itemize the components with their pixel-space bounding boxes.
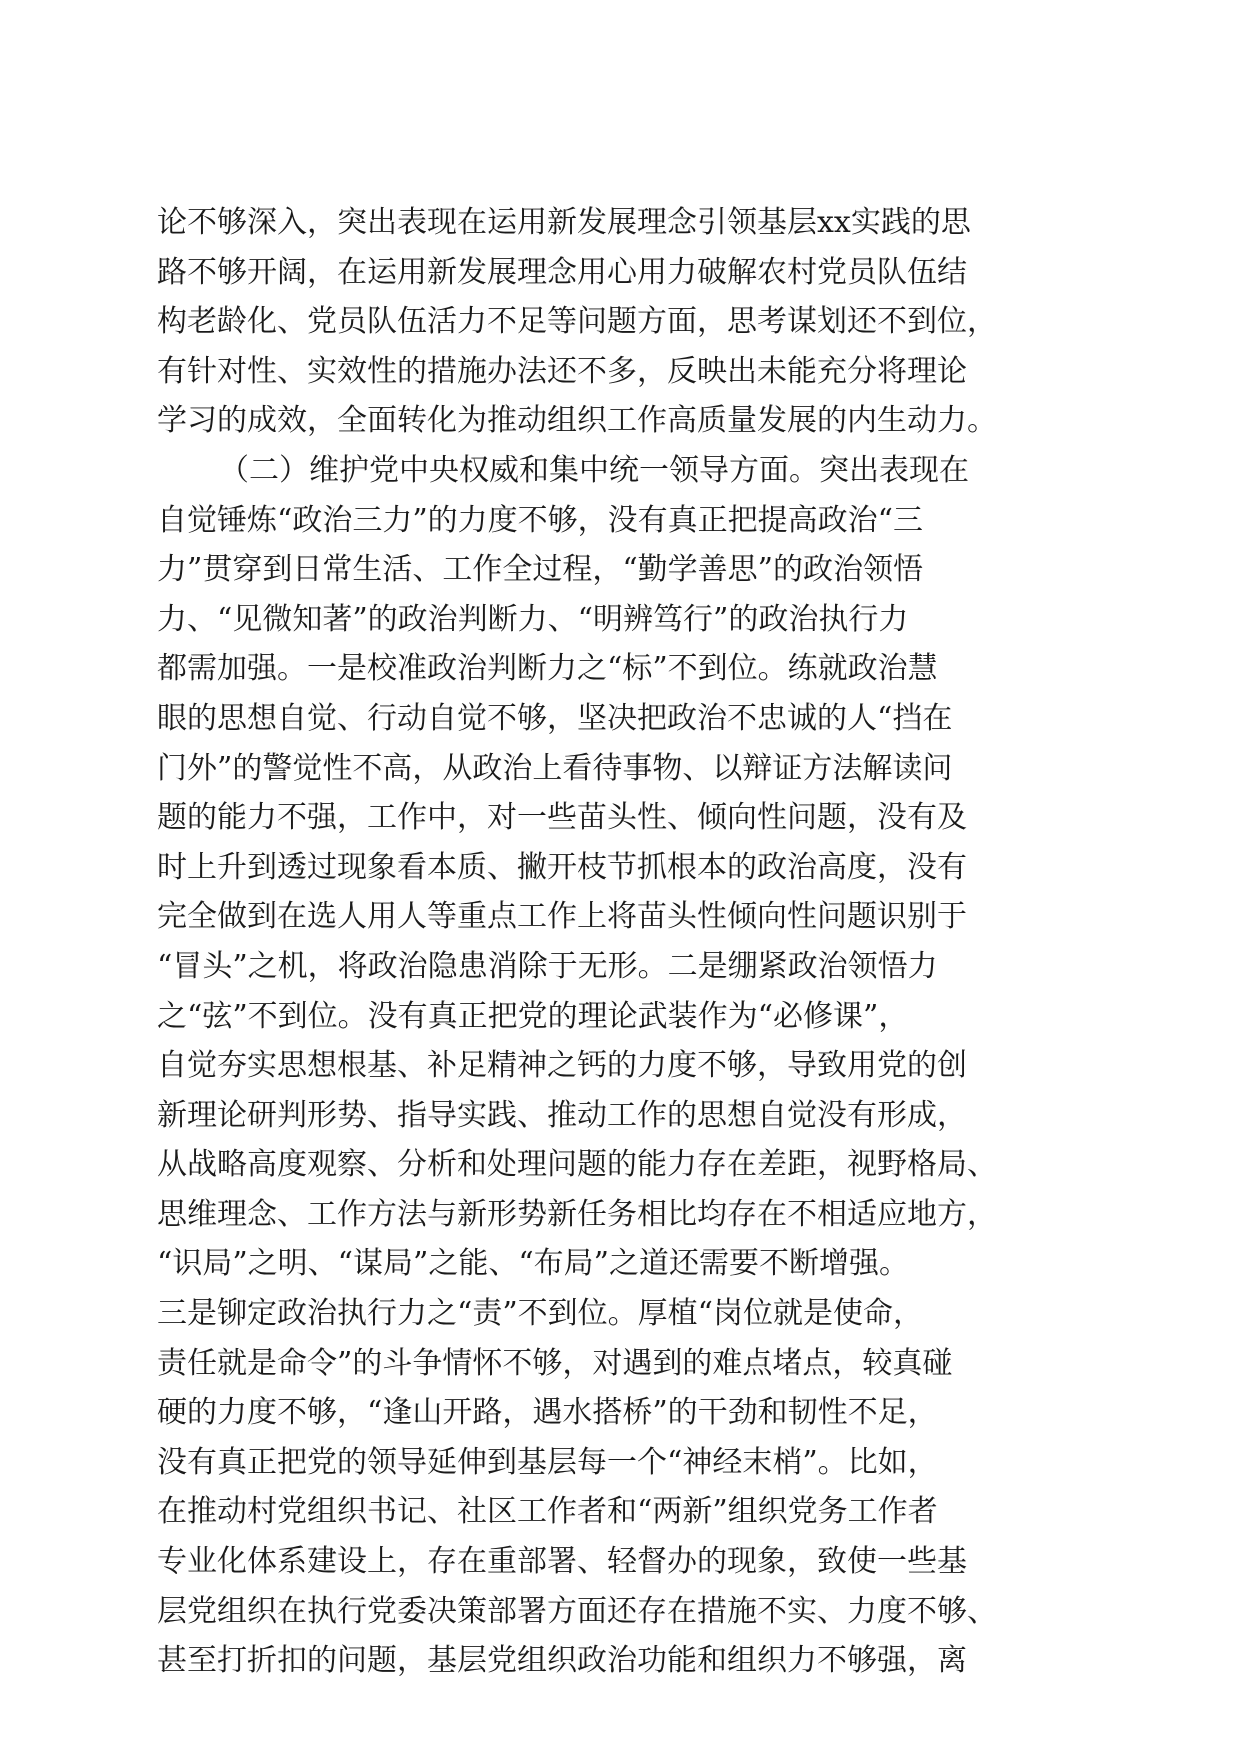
text-line: “冒头”之机，将政治隐患消除于无形。二是绷紧政治领悟力 (157, 948, 938, 984)
text-line: 硬的力度不够，“逢山开路，遇水搭桥”的干劲和韧性不足， (157, 1395, 938, 1431)
text-line: 题的能力不强，工作中，对一些苗头性、倾向性问题，没有及 (157, 800, 967, 836)
text-line: 力、“见微知著”的政治判断力、“明辨笃行”的政治执行力 (157, 601, 909, 637)
text-line: 论不够深入，突出表现在运用新发展理念引领基层xx实践的思 (157, 205, 971, 240)
text-line: 三是铆定政治执行力之“责”不到位。厚植“岗位就是使命， (157, 1296, 924, 1332)
paragraph-heading-line: （二）维护党中央权威和集中统一领导方面。突出表现在 (219, 452, 969, 488)
text-line: 路不够开阔，在运用新发展理念用心用力破解农村党员队伍结 (157, 254, 967, 290)
text-line: 新理论研判形势、指导实践、推动工作的思想自觉没有形成， (157, 1097, 967, 1133)
text-line: 责任就是命令”的斗争情怀不够，对遇到的难点堵点，较真碰 (157, 1345, 953, 1381)
text-line: 时上升到透过现象看本质、撇开枝节抓根本的政治高度，没有 (157, 849, 967, 885)
text-line: 力”贯穿到日常生活、工作全过程，“勤学善思”的政治领悟 (157, 552, 924, 588)
body-text (157, 198, 1087, 1686)
text-line: 自觉夯实思想根基、补足精神之钙的力度不够，导致用党的创 (157, 1048, 967, 1084)
text-line: 门外”的警觉性不高，从政治上看待事物、以辩证方法解读问 (157, 750, 953, 786)
text-line: 甚至打折扣的问题，基层党组织政治功能和组织力不够强，离 (157, 1643, 967, 1679)
text-line: 思维理念、工作方法与新形势新任务相比均存在不相适应地方， (157, 1196, 997, 1232)
text-line: “识局”之明、“谋局”之能、“布局”之道还需要不断增强。 (157, 1246, 910, 1282)
text-line: 都需加强。一是校准政治判断力之“标”不到位。练就政治慧 (157, 651, 938, 687)
text-line: 在推动村党组织书记、社区工作者和“两新”组织党务工作者 (157, 1494, 938, 1530)
text-line: 没有真正把党的领导延伸到基层每一个“神经末梢”。比如， (157, 1444, 938, 1480)
text-line: 自觉锤炼“政治三力”的力度不够，没有真正把提高政治“三 (157, 502, 924, 538)
text-line: 完全做到在选人用人等重点工作上将苗头性倾向性问题识别于 (157, 899, 967, 935)
text-line: 层党组织在执行党委决策部署方面还存在措施不实、力度不够、 (157, 1593, 997, 1629)
text-line: 之“弦”不到位。没有真正把党的理论武装作为“必修课”， (157, 998, 909, 1034)
text-line: 从战略高度观察、分析和处理问题的能力存在差距，视野格局、 (157, 1147, 997, 1183)
text-line: 眼的思想自觉、行动自觉不够，坚决把政治不忠诚的人“挡在 (157, 700, 953, 736)
text-line: 有针对性、实效性的措施办法还不多，反映出未能充分将理论 (157, 353, 967, 389)
text-line: 构老龄化、党员队伍活力不足等问题方面，思考谋划还不到位， (157, 304, 997, 340)
text-line: 专业化体系建设上，存在重部署、轻督办的现象，致使一些基 (157, 1544, 967, 1580)
text-line: 学习的成效，全面转化为推动组织工作高质量发展的内生动力。 (157, 403, 997, 439)
